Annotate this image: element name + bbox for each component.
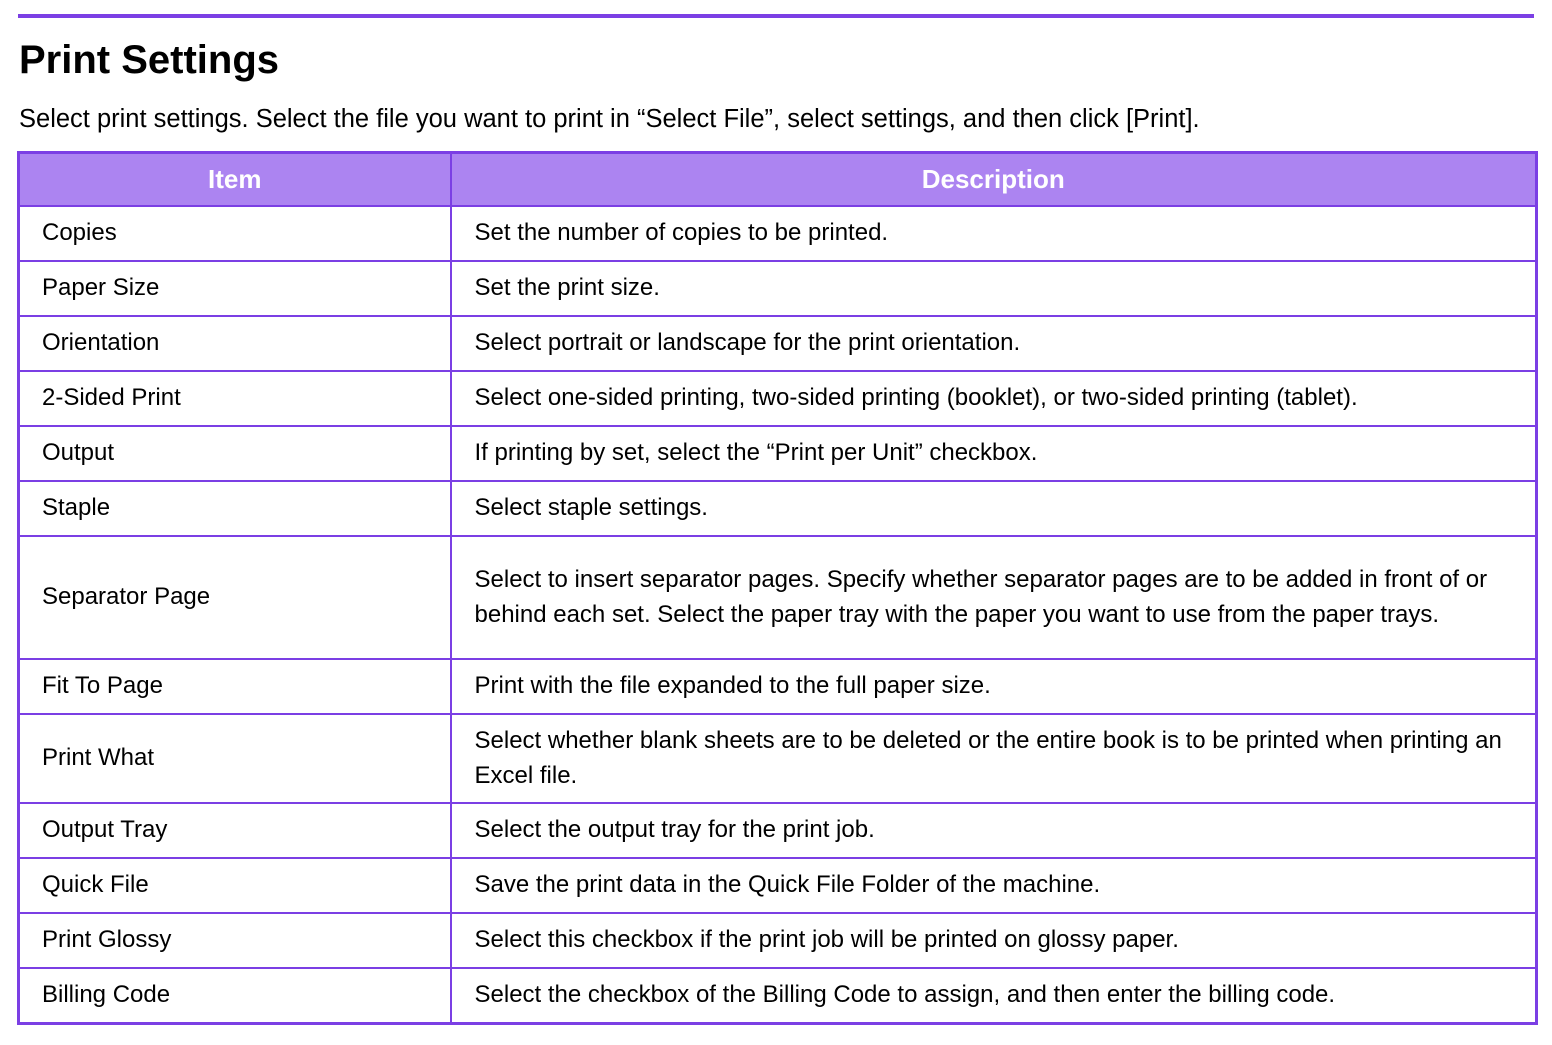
description-cell: Select this checkbox if the print job will be printed on glossy paper.	[451, 913, 1537, 968]
description-cell: Set the number of copies to be printed.	[451, 206, 1537, 261]
item-cell: Fit To Page	[19, 659, 451, 714]
table-header-row	[19, 153, 1537, 207]
description-cell: Set the print size.	[451, 261, 1537, 316]
table-row	[19, 913, 1537, 968]
top-divider	[18, 14, 1534, 18]
item-cell: Output	[19, 426, 451, 481]
item-cell: 2-Sided Print	[19, 371, 451, 426]
column-header-item: Item	[19, 153, 451, 207]
table-row	[19, 481, 1537, 536]
description-cell: Select to insert separator pages. Specify whether separator pages are to be added in front of or behind each set. Select the paper tray with the paper you want to use from the paper trays.	[451, 536, 1537, 659]
item-cell: Print What	[19, 714, 451, 803]
table-row	[19, 968, 1537, 1023]
column-header-description: Description	[451, 153, 1537, 207]
table-row	[19, 714, 1537, 803]
description-cell: Select the checkbox of the Billing Code to assign, and then enter the billing code.	[451, 968, 1537, 1023]
table-row	[19, 426, 1537, 481]
table-row	[19, 536, 1537, 659]
table-row	[19, 261, 1537, 316]
description-cell: If printing by set, select the “Print per Unit” checkbox.	[451, 426, 1537, 481]
description-cell: Select whether blank sheets are to be deleted or the entire book is to be printed when printing an Excel file.	[451, 714, 1537, 803]
description-cell: Select the output tray for the print job.	[451, 803, 1537, 858]
item-cell: Separator Page	[19, 536, 451, 659]
description-cell: Save the print data in the Quick File Folder of the machine.	[451, 858, 1537, 913]
table-row	[19, 316, 1537, 371]
description-cell: Print with the file expanded to the full paper size.	[451, 659, 1537, 714]
item-cell: Billing Code	[19, 968, 451, 1023]
item-cell: Output Tray	[19, 803, 451, 858]
description-cell: Select one-sided printing, two-sided printing (booklet), or two-sided printing (tablet).	[451, 371, 1537, 426]
table-row	[19, 803, 1537, 858]
intro-text: Select print settings. Select the file you want to print in “Select File”, select settings, and then click [Print].	[19, 105, 1200, 133]
description-cell: Select portrait or landscape for the print orientation.	[451, 316, 1537, 371]
description-cell: Select staple settings.	[451, 481, 1537, 536]
print-settings-table	[17, 151, 1538, 1025]
table-row	[19, 659, 1537, 714]
item-cell: Print Glossy	[19, 913, 451, 968]
item-cell: Orientation	[19, 316, 451, 371]
item-cell: Quick File	[19, 858, 451, 913]
page-title: Print Settings	[19, 38, 280, 82]
item-cell: Paper Size	[19, 261, 451, 316]
item-cell: Copies	[19, 206, 451, 261]
item-cell: Staple	[19, 481, 451, 536]
table-row	[19, 206, 1537, 261]
table-row	[19, 858, 1537, 913]
table-row	[19, 371, 1537, 426]
